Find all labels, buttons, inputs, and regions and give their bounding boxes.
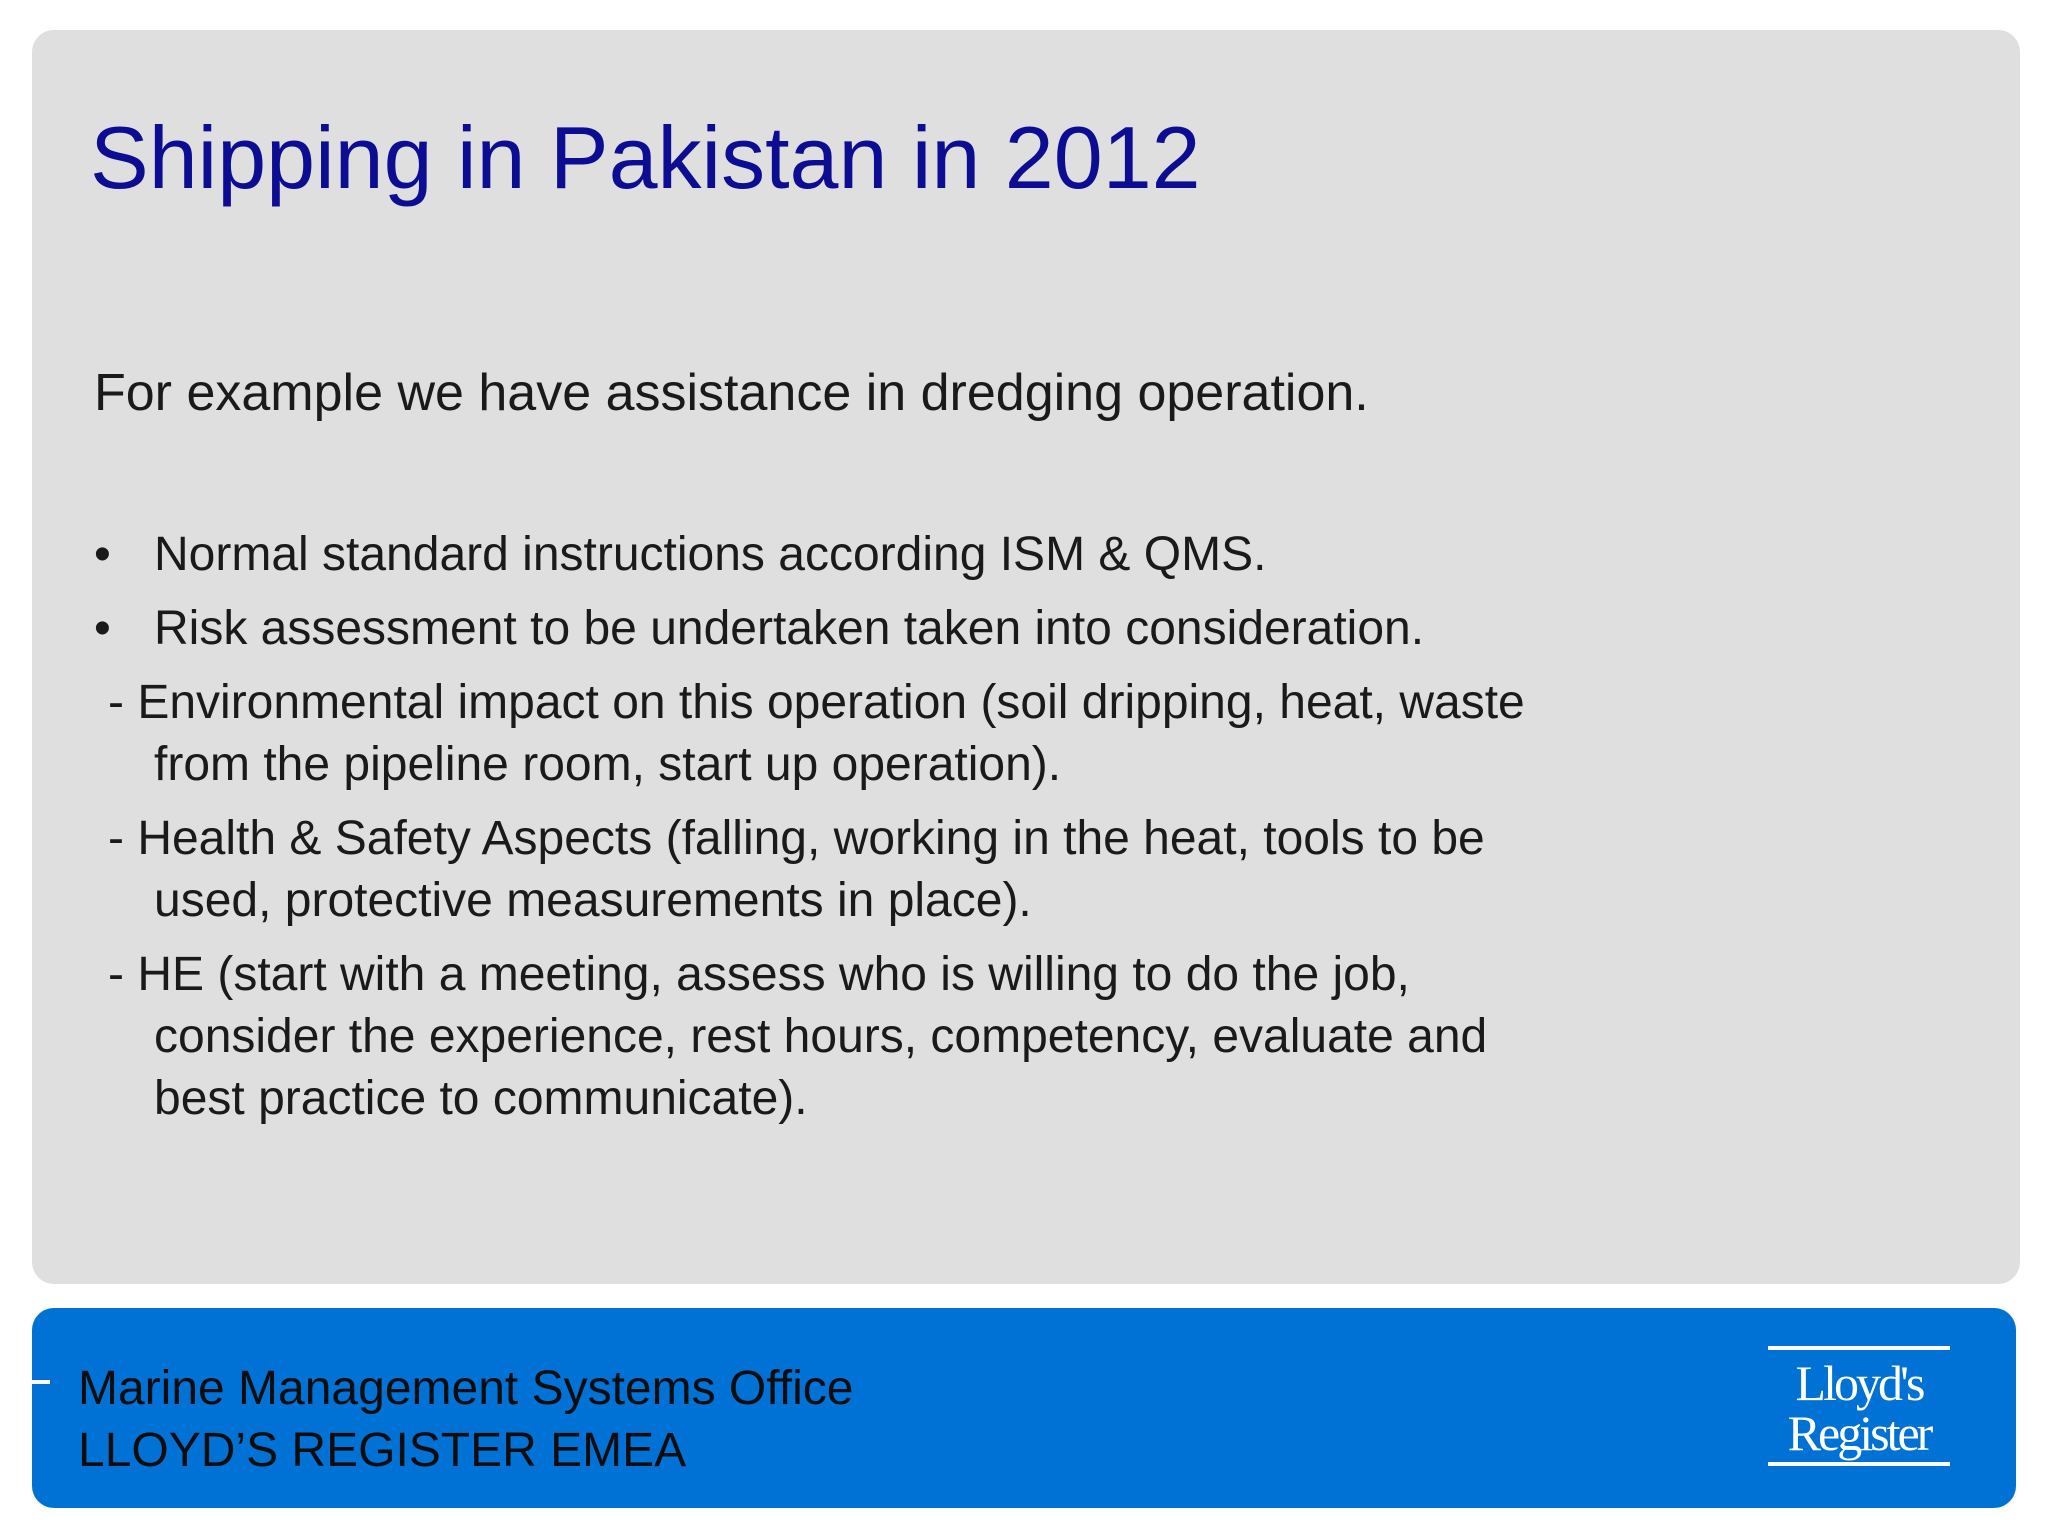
sub-item-line: used, protective measurements in place). bbox=[154, 874, 1032, 927]
sub-item-he bbox=[108, 944, 1694, 1130]
footer-text bbox=[78, 1358, 853, 1482]
bullet-item bbox=[94, 524, 1694, 586]
sub-item-health-safety bbox=[108, 808, 1694, 932]
footer-office-name: Marine Management Systems Office bbox=[78, 1362, 854, 1415]
sub-item-environmental bbox=[108, 672, 1694, 796]
lloyds-register-logo-icon bbox=[1764, 1344, 1954, 1468]
sub-item-line: - Environmental impact on this operation (soil dripping, heat, waste bbox=[108, 676, 1525, 729]
bullet-text: Risk assessment to be undertaken taken into consideration. bbox=[154, 602, 1425, 655]
sub-item-line: - HE (start with a meeting, assess who is willing to do the job, bbox=[108, 948, 1410, 1001]
slide-title: Shipping in Pakistan in 2012 bbox=[90, 108, 1201, 207]
bullet-dot-icon: • bbox=[94, 528, 111, 581]
footer-tick-mark bbox=[32, 1380, 50, 1384]
bullet-dot-icon: • bbox=[94, 602, 111, 655]
bullet-text: Normal standard instructions according ISM & QMS. bbox=[154, 528, 1267, 581]
bullet-list bbox=[94, 524, 1694, 1142]
sub-item-line: from the pipeline room, start up operation). bbox=[154, 738, 1062, 791]
footer-org-name: LLOYD’S REGISTER EMEA bbox=[78, 1424, 687, 1477]
sub-item-line: consider the experience, rest hours, competency, evaluate and bbox=[154, 1010, 1488, 1063]
logo-text-bottom: Register bbox=[1787, 1405, 1931, 1461]
sub-item-line: - Health & Safety Aspects (falling, working in the heat, tools to be bbox=[108, 812, 1485, 865]
sub-item-line: best practice to communicate). bbox=[154, 1072, 808, 1125]
bullet-item bbox=[94, 598, 1694, 660]
intro-text: For example we have assistance in dredging operation. bbox=[94, 364, 1369, 422]
logo-text-top: Lloyd's bbox=[1795, 1355, 1923, 1411]
